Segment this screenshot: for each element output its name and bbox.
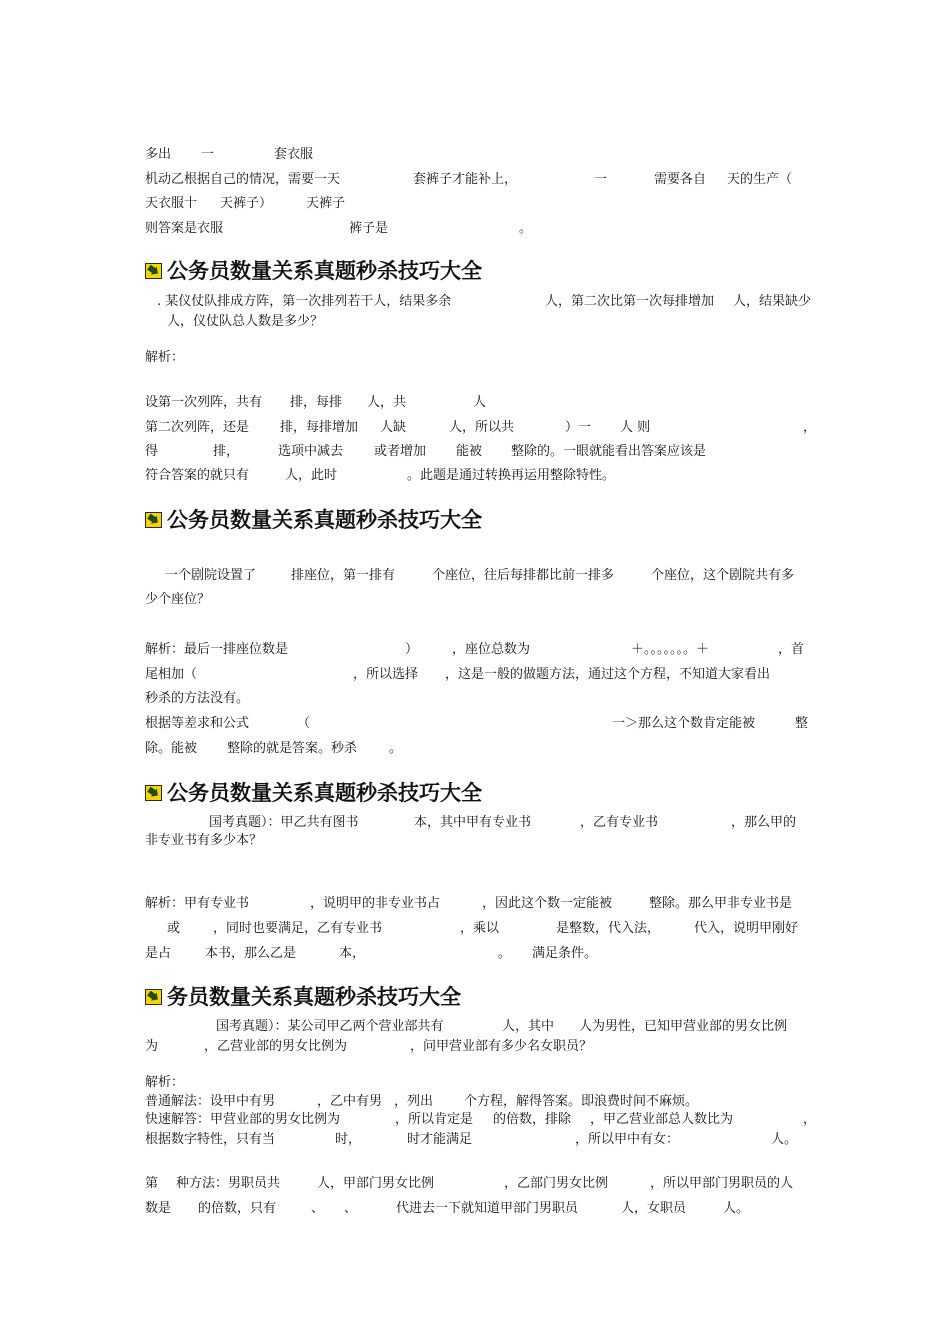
text-fragment: ，这是一般的做题方法，通过这个方程，不知道大家看出 <box>445 667 771 682</box>
text-fragment: 一个剧院设置了 <box>165 568 257 583</box>
heading-text: 公务员数量关系真题秒杀技巧大全 <box>167 781 482 805</box>
text-fragment: 选项中减去 <box>278 444 344 459</box>
s2-question-line-2 <box>145 590 810 610</box>
text-fragment: 满足条件。 <box>532 946 598 961</box>
text-fragment: ，同时也要满足，乙有专业书 <box>213 921 383 936</box>
text-fragment: 人。 <box>771 1132 798 1147</box>
text-fragment: 套衣服 <box>274 147 314 162</box>
s2-answer-line-4 <box>145 714 810 734</box>
s1-answer-line-1 <box>145 393 810 413</box>
text-fragment: 人，结果缺少 <box>733 294 812 309</box>
text-fragment: ， <box>803 420 817 435</box>
text-fragment: ，首 <box>778 642 805 657</box>
top-line-2 <box>145 170 810 190</box>
text-fragment: 人，其中 <box>502 1019 555 1034</box>
text-fragment: 人，此时 <box>285 468 338 483</box>
text-fragment: 国考真题）：某公司甲乙两个营业部共有 <box>216 1019 444 1034</box>
text-fragment: 第 <box>145 1176 159 1191</box>
text-fragment: 裤子是 <box>349 221 389 236</box>
text-fragment: 多出 <box>145 147 172 162</box>
s1-answer-line-4 <box>145 466 810 486</box>
text-fragment: 为 <box>145 1039 159 1054</box>
s2-question-line-1 <box>145 566 810 586</box>
text-fragment: 解析： <box>145 350 185 365</box>
s2-answer-line-2 <box>145 665 810 685</box>
text-fragment: 能被 <box>456 444 483 459</box>
text-fragment: 人 则 <box>620 420 651 435</box>
s1-question-line-1 <box>145 292 810 312</box>
text-fragment: 本书，那么乙是 <box>205 946 297 961</box>
s4-answer-line-1 <box>145 1092 810 1112</box>
text-fragment: 少个座位？ <box>145 592 211 607</box>
heading-text: 公务员数量关系真题秒杀技巧大全 <box>167 508 482 532</box>
text-fragment: 快速解答：甲营业部的男女比例为 <box>145 1112 341 1127</box>
text-fragment: . 某仪仗队排成方阵，第一次排列若干人，结果多余 <box>157 294 452 309</box>
text-fragment: ，乙部门男女比例 <box>504 1176 609 1191</box>
green-arrow-icon <box>145 263 162 279</box>
text-fragment: 、 <box>311 1201 325 1216</box>
green-arrow-icon <box>145 989 162 1005</box>
text-fragment: 个方程，解得答案。即浪费时间不麻烦。 <box>464 1094 699 1109</box>
heading-text: 务员数量关系真题秒杀技巧大全 <box>167 985 461 1009</box>
text-fragment: 机动乙根据自己的情况，需要一天 <box>145 172 341 187</box>
text-fragment: 。 <box>519 221 533 236</box>
text-fragment: ， <box>803 1112 817 1127</box>
text-fragment: ，那么甲的 <box>731 815 797 830</box>
text-fragment: 代进去一下就知道甲部门男职员 <box>396 1201 579 1216</box>
s3-answer-line-3 <box>145 944 810 964</box>
s1-answer-line-2 <box>145 418 817 438</box>
text-fragment: 人为男性，已知甲营业部的男女比例 <box>579 1019 788 1034</box>
s1-question-line-2 <box>145 312 810 332</box>
text-fragment: 人，共 <box>367 395 407 410</box>
s3-answer-line-2 <box>145 919 810 939</box>
text-fragment: 根据等差求和公式 <box>145 716 250 731</box>
text-fragment: 一 <box>594 172 608 187</box>
s1-answer-line-3 <box>145 442 810 462</box>
text-fragment: 人，仪仗队总人数是多少？ <box>167 314 324 329</box>
text-fragment: 天裤子） <box>220 196 273 211</box>
s3-question-line-2 <box>145 831 810 851</box>
text-fragment: 整除。那么甲非专业书是 <box>649 896 793 911</box>
text-fragment: 天衣服十 <box>145 196 198 211</box>
s2-answer-line-3 <box>145 689 810 709</box>
text-fragment: 整 <box>795 716 809 731</box>
text-fragment: 排，每排 <box>290 395 343 410</box>
text-fragment: 天的生产（ <box>727 172 793 187</box>
s4-method-line-2 <box>145 1199 810 1219</box>
text-fragment: 代入，说明甲刚好 <box>694 921 799 936</box>
text-fragment: 。 <box>498 946 512 961</box>
text-fragment: 秒杀的方法没有。 <box>145 691 250 706</box>
s3-answer-line-1 <box>145 894 810 914</box>
text-fragment: 解析：最后一排座位数是 <box>145 642 289 657</box>
text-fragment: 非专业书有多少本？ <box>145 833 263 848</box>
text-fragment: 套裤子才能补上， <box>413 172 518 187</box>
top-line-4 <box>145 219 810 239</box>
text-fragment: 得 <box>145 444 159 459</box>
s4-answer-line-3 <box>145 1130 810 1150</box>
text-fragment: ，所以甲部门男职员的人 <box>650 1176 794 1191</box>
s4-answer-line-2 <box>145 1110 817 1130</box>
text-fragment: 或 <box>167 921 181 936</box>
s1-analysis-label <box>145 348 810 368</box>
text-fragment: ，所以肯定是 <box>395 1112 474 1127</box>
top-line-3 <box>145 194 810 214</box>
text-fragment: 人，甲部门男女比例 <box>317 1176 435 1191</box>
text-fragment: 需要各自 <box>654 172 707 187</box>
text-fragment: 人，所以共 <box>449 420 515 435</box>
text-fragment: 人 <box>473 395 487 410</box>
s2-answer-line-5 <box>145 739 810 759</box>
text-fragment: 根据数字特性，只有当 <box>145 1132 276 1147</box>
text-fragment: ，所以甲中有女： <box>575 1132 680 1147</box>
text-fragment: 本， <box>339 946 366 961</box>
s2-answer-line-1 <box>145 640 810 660</box>
text-fragment: 一 <box>201 147 215 162</box>
text-fragment: ） <box>405 642 419 657</box>
text-fragment: 第二次列阵，还是 <box>145 420 250 435</box>
text-fragment: ，说明甲的非专业书占 <box>310 896 441 911</box>
text-fragment: ，乘以 <box>460 921 500 936</box>
text-fragment: 个座位，往后每排都比前一排多 <box>432 568 615 583</box>
text-fragment: 解析：甲有专业书 <box>145 896 250 911</box>
text-fragment: 人缺 <box>380 420 407 435</box>
text-fragment: 解析： <box>145 1075 185 1090</box>
heading-text: 公务员数量关系真题秒杀技巧大全 <box>167 259 482 283</box>
text-fragment: ）一 <box>565 420 592 435</box>
text-fragment: 尾相加（ <box>145 667 198 682</box>
text-fragment: 普通解法：设甲中有男 <box>145 1094 276 1109</box>
text-fragment: 符合答案的就只有 <box>145 468 250 483</box>
text-fragment: ＋。。。。。。。＋ <box>631 642 710 657</box>
text-fragment: 是占 <box>145 946 172 961</box>
top-line-1 <box>145 145 810 165</box>
text-fragment: 是整数，代入法， <box>556 921 661 936</box>
text-fragment: ，座位总数为 <box>452 642 531 657</box>
text-fragment: 时， <box>335 1132 362 1147</box>
text-fragment: 。 <box>389 741 403 756</box>
text-fragment: （ <box>297 716 311 731</box>
text-fragment: 排座位，第一排有 <box>291 568 396 583</box>
text-fragment: 则答案是衣服 <box>145 221 224 236</box>
text-fragment: 整除的。一眼就能看出答案应该是 <box>511 444 707 459</box>
text-fragment: 整除的就是答案。秒杀 <box>227 741 358 756</box>
text-fragment: 国考真题）：甲乙共有图书 <box>209 815 359 830</box>
text-fragment: 人，第二次比第一次每排增加 <box>545 294 715 309</box>
green-arrow-icon <box>145 785 162 801</box>
s3-question-line-1 <box>145 813 810 833</box>
text-fragment: 种方法：男职员共 <box>176 1176 281 1191</box>
text-fragment: ，列出 <box>394 1094 434 1109</box>
text-fragment: 排，每排增加 <box>280 420 359 435</box>
text-fragment: ，乙营业部的男女比例为 <box>204 1039 348 1054</box>
text-fragment: 一＞那么这个数肯定能被 <box>612 716 756 731</box>
text-fragment: ，因此这个数一定能被 <box>482 896 613 911</box>
text-fragment: 个座位，这个剧院共有多 <box>651 568 795 583</box>
text-fragment: 天裤子 <box>306 196 346 211</box>
text-fragment: 。此题是通过转换再运用整除特性。 <box>407 468 616 483</box>
text-fragment: 除。能被 <box>145 741 198 756</box>
text-fragment: ，所以选择 <box>353 667 419 682</box>
text-fragment: 或者增加 <box>374 444 427 459</box>
text-fragment: 时才能满足 <box>407 1132 473 1147</box>
text-fragment: 人。 <box>723 1201 750 1216</box>
text-fragment: 人，女职员 <box>621 1201 687 1216</box>
text-fragment: ，问甲营业部有多少名女职员？ <box>410 1039 593 1054</box>
s4-question-line-2 <box>145 1037 810 1057</box>
text-fragment: 的倍数，只有 <box>198 1201 277 1216</box>
text-fragment: 的倍数，排除 <box>493 1112 572 1127</box>
s4-method-line-1 <box>145 1174 810 1194</box>
green-arrow-icon <box>145 512 162 528</box>
text-fragment: ，乙中有男 <box>317 1094 383 1109</box>
text-fragment: 设第一次列阵，共有 <box>145 395 263 410</box>
s4-analysis-label <box>145 1073 810 1093</box>
text-fragment: 、 <box>344 1201 358 1216</box>
text-fragment: ，甲乙营业部总人数比为 <box>590 1112 734 1127</box>
text-fragment: 本，其中甲有专业书 <box>414 815 532 830</box>
s4-question-line-1 <box>145 1017 810 1037</box>
text-fragment: 数是 <box>145 1201 172 1216</box>
text-fragment: 排， <box>213 444 240 459</box>
text-fragment: ，乙有专业书 <box>580 815 659 830</box>
